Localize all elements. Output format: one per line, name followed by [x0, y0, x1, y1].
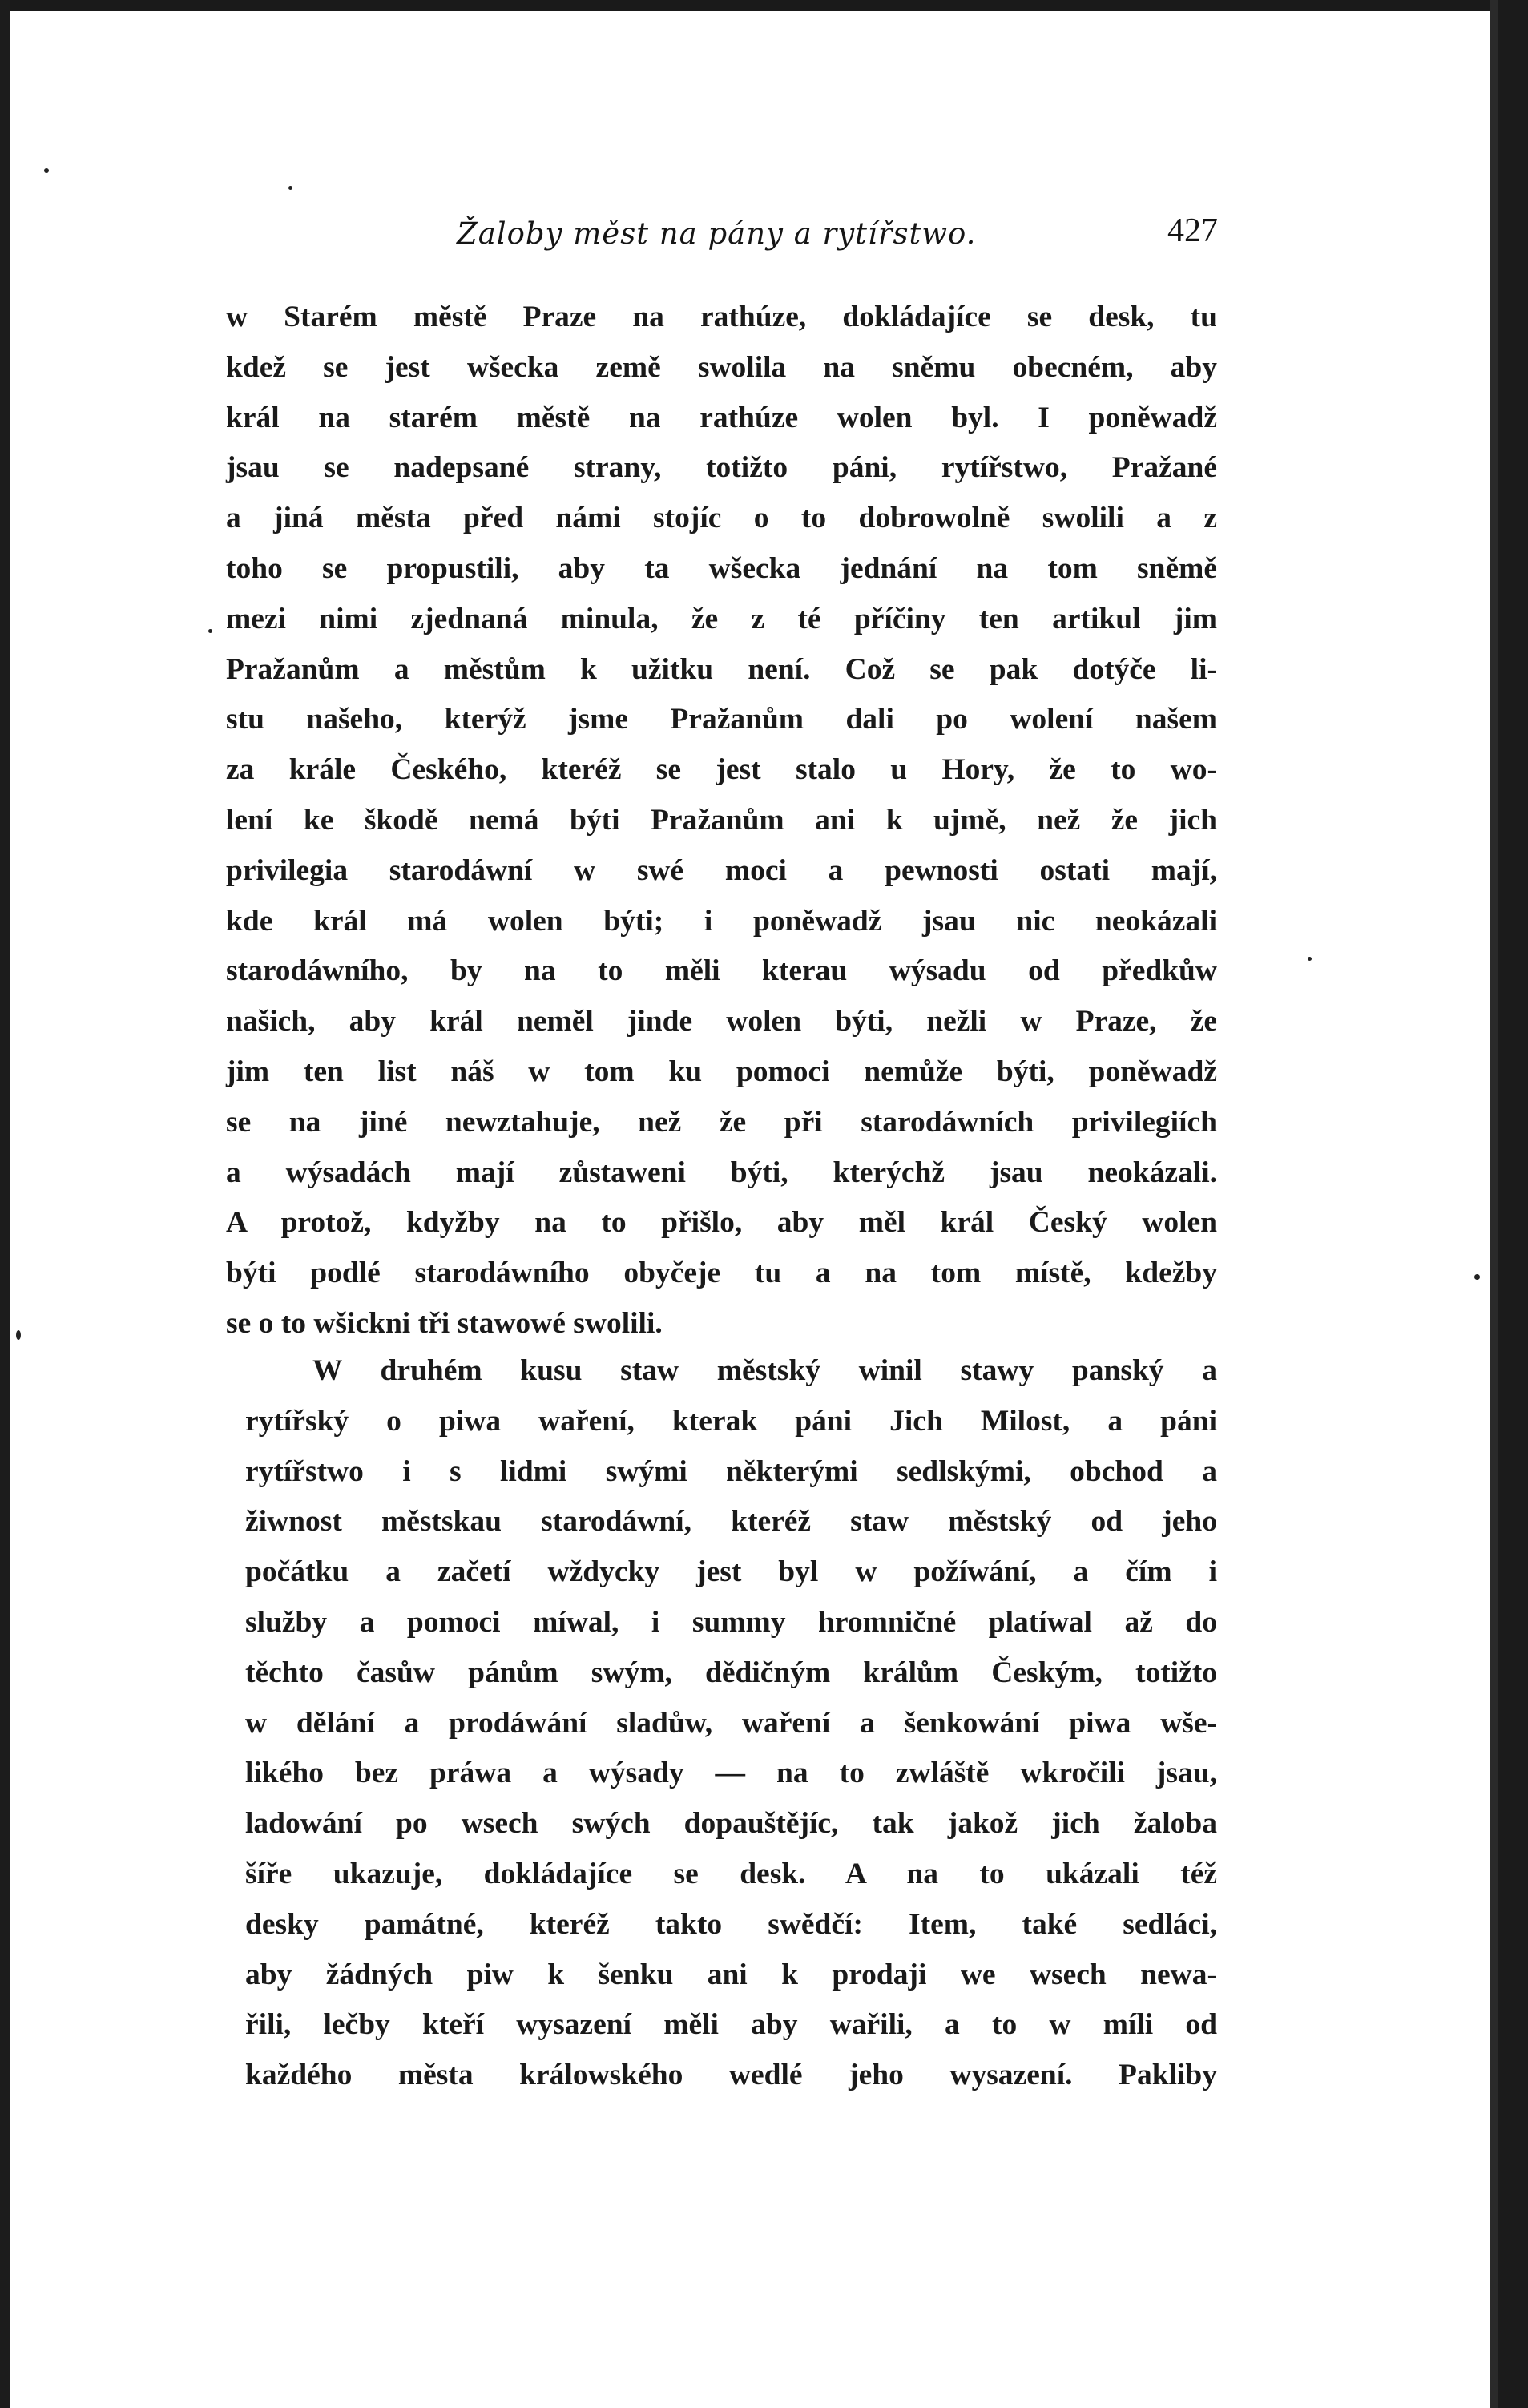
text-line: mezi nimi zjednaná minula, že z té příčiny ten artikul jim [226, 602, 1217, 635]
page-number: 427 [1167, 212, 1218, 249]
text-line: kde král má wolen býti; i poněwadž jsau nic neokázali [226, 904, 1217, 938]
text-line: ladowání po wsech swých dopauštějíc, tak jakož jich žaloba [245, 1807, 1217, 1841]
text-line: w Starém městě Praze na rathúze, dokládajíce se desk, tu [226, 300, 1217, 333]
text-line: řili, lečby kteří wysazení měli aby wařili, a to w míli od [245, 2008, 1217, 2042]
text-line: jim ten list náš w tom ku pomoci nemůže býti, poněwadž [226, 1055, 1217, 1088]
scan-speck [16, 1330, 21, 1340]
scan-speck [208, 629, 212, 633]
text-line: rytířstwo i s lidmi swými některými sedlskými, obchod a [245, 1454, 1217, 1488]
scan-border-top [0, 0, 1528, 11]
text-line: každého města králowského wedlé jeho wysazení. Pakliby [245, 2059, 1217, 2092]
scan-speck [288, 186, 292, 190]
text-line: privilegia starodáwní w swé moci a pewnosti ostati mají, [226, 853, 1217, 887]
text-line: lení ke škodě nemá býti Pražanům ani k ujmě, než že jich [226, 803, 1217, 837]
text-line: toho se propustili, aby ta wšecka jednání na tom sněmě [226, 551, 1217, 585]
text-line: počátku a začetí wždycky jest byl w požíwání, a čím i [245, 1555, 1217, 1589]
text-line: služby a pomoci míwal, i summy hromničné platíwal až do [245, 1605, 1217, 1639]
text-line: W druhém kusu staw městský winil stawy panský a [312, 1354, 1217, 1387]
text-line: rytířský o piwa waření, kterak páni Jich Milost, a páni [245, 1404, 1217, 1438]
text-line: jsau se nadepsané strany, totižto páni, rytířstwo, Pražané [226, 451, 1217, 485]
text-line: Pražanům a městům k užitku není. Což se pak dotýče li- [226, 652, 1217, 686]
text-line: král na starém městě na rathúze wolen byl. I poněwadž [226, 401, 1217, 434]
text-line: a jiná města před námi stojíc o to dobrowolně swolili a z [226, 502, 1217, 535]
text-line: aby žádných piw k šenku ani k prodaji we wsech newa- [245, 1958, 1217, 1991]
text-line: šíře ukazuje, dokládajíce se desk. A na to ukázali též [245, 1857, 1217, 1890]
text-line: starodáwního, by na to měli kterau wýsadu od předkůw [226, 954, 1217, 988]
text-line: těchto časůw pánům swým, dědičným králům Českým, totižto [245, 1656, 1217, 1689]
text-line: kdež se jest wšecka země swolila na sněmu obecném, aby [226, 350, 1217, 384]
text-line: se na jiné newztahuje, než že při starodáwních privilegiích [226, 1105, 1217, 1139]
paragraph-2 [245, 1346, 1217, 2101]
text-line: desky památné, kteréž takto swědčí: Item, také sedláci, [245, 1907, 1217, 1941]
text-line: za krále Českého, kteréž se jest stalo u Hory, že to wo- [226, 753, 1217, 787]
scan-border-right-inner [1490, 0, 1498, 2408]
scan-speck [1474, 1274, 1480, 1280]
page-header [216, 212, 1218, 264]
text-line: likého bez práwa a wýsady — na to zwláště wkročili jsau, [245, 1757, 1217, 1790]
text-line: w dělání a prodáwání sladůw, waření a šenkowání piwa wše- [245, 1706, 1217, 1740]
text-line: žiwnost městskau starodáwní, kteréž staw městský od jeho [245, 1505, 1217, 1539]
scan-border-left [0, 0, 10, 2408]
scan-speck [1308, 957, 1312, 961]
text-line: býti podlé starodáwního obyčeje tu a na tom místě, kdežby [226, 1256, 1217, 1290]
scan-speck [44, 168, 49, 173]
running-title: Žaloby měst na pány a rytířstwo. [457, 216, 977, 251]
text-line: se o to wšickni tři stawowé swolili. [226, 1306, 663, 1340]
paragraph-1 [226, 292, 1217, 1349]
text-line: A protož, kdyžby na to přišlo, aby měl král Český wolen [226, 1206, 1217, 1240]
text-line: našich, aby král neměl jinde wolen býti, nežli w Praze, že [226, 1005, 1217, 1039]
text-line: a wýsadách mají zůstaweni býti, kterýchž jsau neokázali. [226, 1156, 1217, 1189]
text-line: stu našeho, kterýž jsme Pražanům dali po wolení našem [226, 703, 1217, 736]
